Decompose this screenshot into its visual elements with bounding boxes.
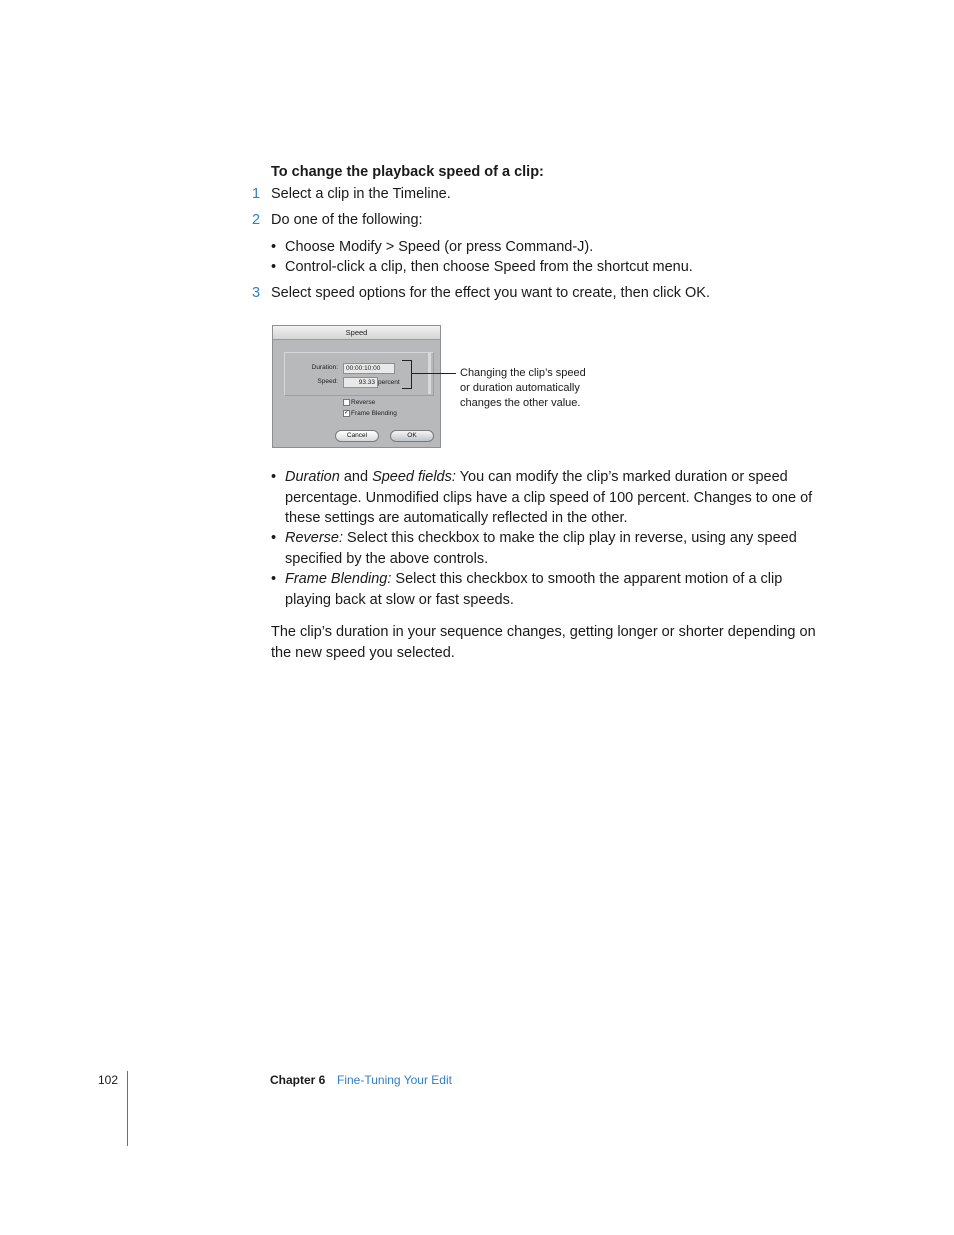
speed-field[interactable]: 93.33: [343, 377, 378, 388]
term-frame-blending: Frame Blending:: [285, 571, 392, 587]
footer-rule: [127, 1071, 128, 1146]
callout-text: [460, 366, 586, 411]
description-duration-speed: [285, 467, 825, 529]
dialog-title: Speed: [273, 326, 440, 340]
term-connector: and: [339, 469, 373, 485]
step-text-3: Select speed options for the effect you want to create, then click OK.: [271, 285, 711, 301]
description-text: Select this checkbox to smooth the apparent motion of a clip playing back at slow or fast speeds.: [285, 571, 783, 608]
bullet-marker: •: [271, 239, 277, 255]
description-reverse: [285, 528, 825, 569]
step-number-3: 3: [252, 285, 261, 301]
step-text-2: Do one of the following:: [271, 212, 423, 228]
procedure-heading: To change the playback speed of a clip:: [271, 164, 544, 180]
term-speed-fields: Speed fields:: [372, 469, 456, 485]
callout-connector-line: [411, 373, 456, 374]
bullet-marker: •: [271, 259, 277, 275]
description-frame-blending: [285, 569, 825, 610]
checkmark-icon: ✓: [344, 410, 350, 416]
callout-bracket: [402, 360, 412, 389]
term-reverse: Reverse:: [285, 530, 344, 546]
duration-label: Duration:: [311, 364, 338, 371]
step-number-1: 1: [252, 186, 261, 202]
callout-line-1: Changing the clip’s speed: [460, 367, 586, 379]
bullet-marker: •: [271, 571, 277, 587]
bullet-marker: •: [271, 469, 277, 485]
page-number: 102: [98, 1073, 119, 1087]
step-text-1: Select a clip in the Timeline.: [271, 186, 451, 202]
description-text: You can modify the clip’s marked duration or speed percentage. Unmodified clips have a clip speed of 100 percent. Changes to one of these settings are automatically reflected in the other.: [285, 469, 813, 526]
speed-dialog: [272, 325, 441, 448]
sub-bullet-2: Control-click a clip, then choose Speed from the shortcut menu.: [285, 259, 693, 275]
step-number-2: 2: [252, 212, 261, 228]
duration-field[interactable]: 00:00:10:00: [343, 363, 395, 374]
term-duration: Duration: [285, 469, 340, 485]
sub-bullet-1: Choose Modify > Speed (or press Command-J).: [285, 239, 594, 255]
callout-line-2: or duration automatically: [460, 382, 580, 394]
reverse-checkbox[interactable]: [343, 399, 350, 406]
frame-blending-label: Frame Blending: [351, 410, 397, 417]
cancel-button[interactable]: Cancel: [335, 430, 379, 442]
frame-blending-checkbox[interactable]: [343, 410, 350, 417]
description-text: Select this checkbox to make the clip play in reverse, using any speed specified by the above controls.: [285, 530, 797, 567]
callout-line-3: changes the other value.: [460, 397, 581, 409]
chapter-label: Chapter 6: [270, 1073, 326, 1087]
reverse-label: Reverse: [351, 399, 376, 406]
speed-unit: percent: [378, 379, 400, 386]
chapter-title-link[interactable]: Fine-Tuning Your Edit: [337, 1073, 452, 1087]
ok-button[interactable]: OK: [390, 430, 434, 442]
speed-label: Speed:: [317, 378, 338, 385]
bullet-marker: •: [271, 530, 277, 546]
closing-paragraph: The clip’s duration in your sequence changes, getting longer or shorter depending on the new speed you selected.: [271, 624, 816, 661]
